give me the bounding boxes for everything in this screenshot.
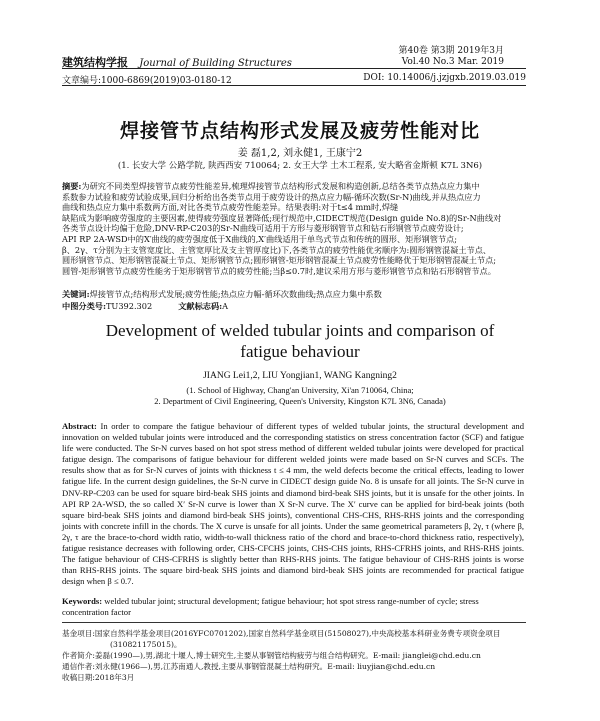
affiliation-en-line: (1. School of Highway, Chang'an University, Xi'an 710064, China; [186,385,414,395]
affiliation-en-line: 2. Department of Civil Engineering, Queen's University, Kingston K7L 3N6, Canada) [154,396,446,406]
title-en-line: fatigue behaviour [240,342,360,361]
footnote-line: 基金项目:国家自然科学基金项目(2016YFC0701202),国家自然科学基金项目(51508027),中央高校基本科研业务费专项资金项目 [62,629,501,638]
header-rule [62,68,526,69]
abstract-cn-line: 圆管-矩形钢管节点疲劳性能劣于矩形钢管节点的疲劳性能;当β≤0.7时,建议采用方形与菱形钢管节点和钻石形钢管节点。 [62,265,496,276]
title-en-line: Development of welded tubular joints and comparison of [105,321,495,340]
authors-cn: 姜 磊1,2, 刘永健1, 王康宁2 [237,148,363,159]
volume-cn: 第40卷 第3期 2019年3月 [398,46,504,56]
footnotes [62,628,526,683]
doi: DOI: 10.14006/j.jzjgxb.2019.03.019 [363,73,526,83]
clc-value: TU392.302 [105,301,153,311]
volume-info [398,46,504,68]
abstract-cn-label: 摘要: [62,181,82,191]
abstract-en-label: Abstract: [62,421,97,431]
doc-code-value: A [222,301,229,311]
keywords-en-label: Keywords: [62,596,103,606]
keywords-cn [62,289,524,300]
abstract-cn-line: 系数参力试验和疲劳试验成果,回归分析给出各类节点用于疲劳设计的热点应力幅-循环次数(Sr-N)曲线,并从热点应力 [62,191,481,202]
footnote-line: 通信作者:刘永健(1966—),男,江苏南通人,教授,主要从事钢管混凝土结构研究。E-mail: liuyjian@chd.edu.cn [62,662,436,671]
journal-name-en: Journal of Building Structures [139,58,292,69]
affiliation-en [0,385,600,407]
authors-en: JIANG Lei1,2, LIU Yongjian1, WANG Kangning2 [203,371,397,381]
abstract-cn-line: 为研究不同类型焊接管节点疲劳性能差异,梳理焊接管节点结构形式发展和构造创新,总结各类节点热点应力集中 [81,181,480,191]
title-en [0,320,600,362]
abstract-cn-line: 缺陷成为影响疲劳强度的主要因素,使得疲劳强度显著降低;现行规范中,CIDECT规范(Design guide No.8)的Sr-N曲线对 [62,212,502,223]
footnote-line: (310821175015)。 [110,640,182,649]
footnote-line: 收稿日期:2018年3月 [62,673,135,682]
abstract-en [62,421,524,587]
keywords-cn-text: 焊接管节点;结构形式发展;疲劳性能;热点应力幅-循环次数曲线;热点应力集中系数 [89,289,382,299]
keywords-cn-label: 关键词: [62,289,90,299]
affiliation-cn: (1. 长安大学 公路学院, 陕西西安 710064; 2. 女王大学 土木工程系, 安大略省金斯顿 K7L 3N6) [117,161,483,171]
volume-en: Vol.40 No.3 Mar. 2019 [401,57,504,67]
clc-label: 中图分类号: [62,301,106,311]
keywords-en [62,596,524,618]
title-cn: 焊接管节点结构形式发展及疲劳性能对比 [119,120,480,142]
abstract-cn-line: API RP 2A-WSD中的X′曲线的疲劳强度低于X曲线的,X′曲线适用于单鸟式节点和传统的圆形、矩形钢管节点; [62,233,458,244]
journal-name-cn: 建筑结构学报 [62,56,128,69]
abstract-cn [62,181,524,276]
abstract-cn-line: β、2γ、τ分别为主支管宽度比、主管宽厚比及支主管厚度比)下,各类节点的疲劳性能优劣顺序为:圆形钢管混凝土节点、 [62,244,492,255]
abstract-cn-line: 曲线和热点应力集中系数两方面,对比各类节点疲劳性能差异。结果表明:对于t≤4 mm时,焊缝 [62,202,399,213]
abstract-en-text: In order to compare the fatigue behaviour of different types of welded tubular joints, the structural development and innovation on welded tubular joints were introduced and the corresponding statistics on stress concentration factor (SCF) and fatigue life were conducted. The Sr-N curves based on hot spot stress method of different welded tubular joints were developed for practical fatigue design. The comparisons of fatigue behaviour for different welded joints were made based on Sr-N curves and SCFs. The results show that as for Sr-N curves of joints with thickness t ≤ 4 mm, the weld defects become the critical effects, leading to lower fatigue life. In the current design guidelines, the Sr-N curve in CIDECT design guide No. 8 is unsafe for all joints. The Sr-N curve in DNV-RP-C203 can be used for square bird-beak SHS joints and diamond bird-beak SHS joints, but it is unsafe for the other joints. In API RP 2A-WSD, the so called X′ Sr-N curve is lower than X Sr-N curve. The X′ curve can be applied for bird-beak joints (both square bird-beak SHS joints and diamond bird-beak SHS joints), conventional CHS-CHS, RHS-RHS joints and the corresponding joints with concrete infill in the chords. The X curve is unsafe for all joints. Under the same geometrical parameters β, 2γ, τ (where β, 2γ, τ are the brace-to-chord width ratio, width-to-wall thickness ratio of the chord and brace-to-chord thickness ratio, respectively), fatigue resistance decreases with following order, CHS-CFCHS joints, CHS-CHS joints, RHS-CFRHS joints, and RHS-RHS joints. The fatigue behaviour of CHS-CFRHS is slightly better than RHS-RHS joints. The fatigue behaviour of CHS-RHS joints is worse than RHS-RHS joints. The square bird-beak SHS joints and diamond bird-beak SHS joints are recommended for practical fatigue design when β ≤ 0.7. [62,421,524,587]
footnote-line: 作者简介:姜磊(1990—),男,湖北十堰人,博士研究生,主要从事钢管结构疲劳与组合结构研究。E-mail: jianglei@chd.edu.cn [62,651,481,660]
abstract-cn-line: 各类节点设计均偏于危险,DNV-RP-C203的Sr-N曲线可适用于方形与菱形钢管节点和钻石形钢管节点疲劳设计; [62,223,464,234]
doc-code-label: 文献标志码: [178,301,223,311]
footnote-rule [62,622,526,623]
article-number: 文章编号:1000-6869(2019)03-0180-12 [62,76,232,86]
classification-cn [62,301,228,312]
keywords-en-text: welded tubular joint; structural development; fatigue behaviour; hot spot stress range-number of cycle; stress concentration factor [62,596,479,618]
abstract-cn-line: 圆形钢管节点、矩形钢管混凝土节点、矩形钢管节点;圆形钢管-矩形钢管混凝土节点疲劳性能略优于矩形钢管混凝土节点; [62,255,497,266]
header-rule-2 [62,85,526,86]
